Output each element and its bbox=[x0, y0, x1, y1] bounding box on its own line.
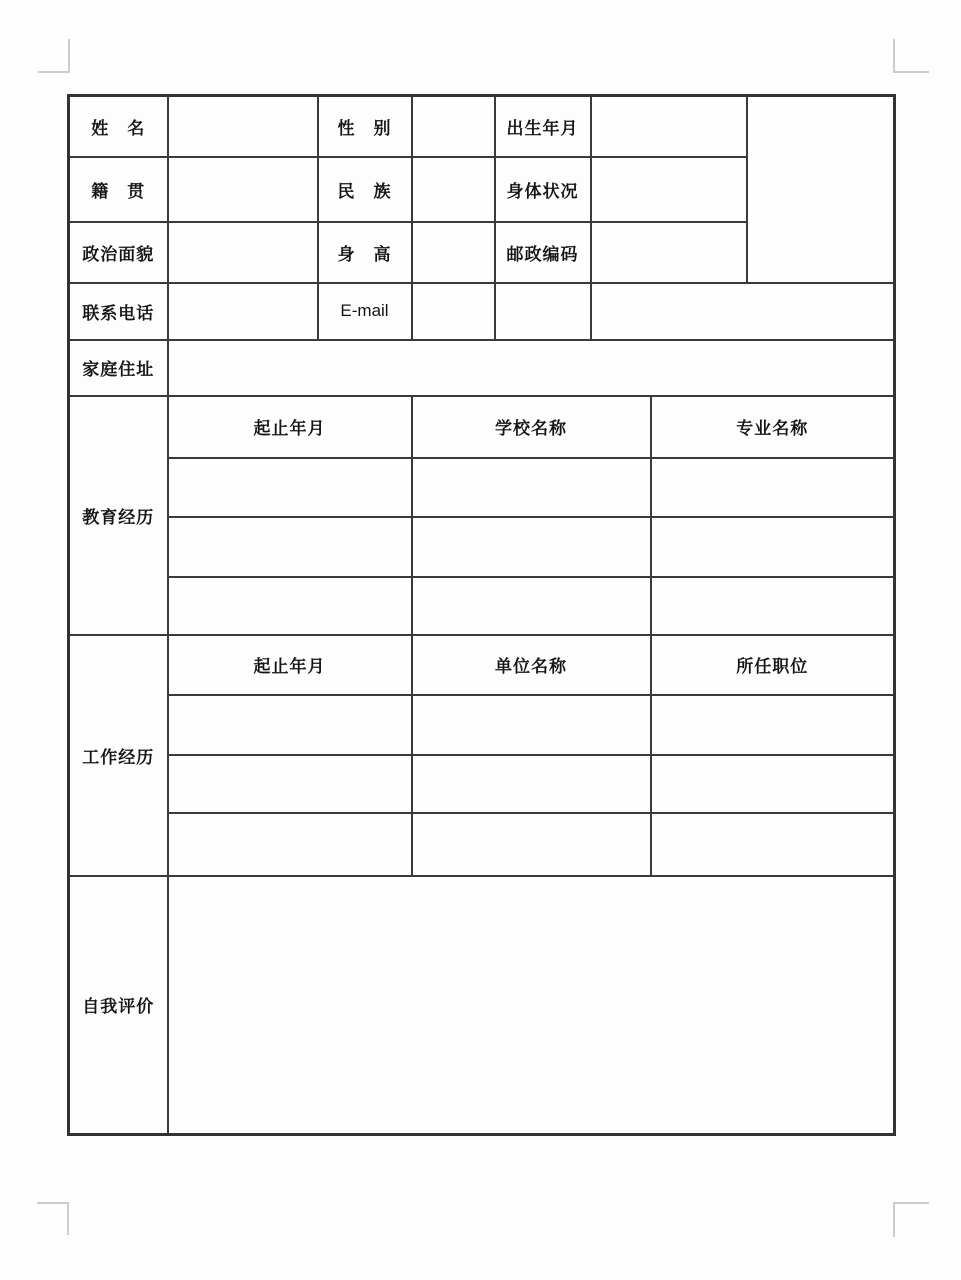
crop-mark-bottom-right bbox=[893, 1202, 929, 1237]
work-col-company: 单位名称 bbox=[412, 635, 651, 695]
education-section-label: 教育经历 bbox=[69, 396, 168, 635]
education-school-cell[interactable] bbox=[412, 458, 651, 517]
height-value-cell[interactable] bbox=[412, 222, 495, 283]
education-school-cell[interactable] bbox=[412, 577, 651, 635]
extra-value-cell-1[interactable] bbox=[495, 283, 591, 340]
work-period-cell[interactable] bbox=[168, 695, 412, 755]
education-major-cell[interactable] bbox=[651, 517, 895, 577]
name-label: 姓 名 bbox=[69, 96, 168, 157]
education-period-cell[interactable] bbox=[168, 458, 412, 517]
work-col-period: 起止年月 bbox=[168, 635, 412, 695]
table-row bbox=[69, 813, 895, 876]
height-label: 身 高 bbox=[318, 222, 412, 283]
photo-cell[interactable] bbox=[747, 96, 895, 283]
education-period-cell[interactable] bbox=[168, 577, 412, 635]
table-row bbox=[69, 96, 895, 157]
table-row bbox=[69, 876, 895, 1135]
ethnicity-value-cell[interactable] bbox=[412, 157, 495, 222]
email-value-cell[interactable] bbox=[412, 283, 495, 340]
self-evaluation-content-cell[interactable] bbox=[168, 876, 895, 1135]
crop-mark-bottom-left bbox=[37, 1202, 69, 1235]
gender-value-cell[interactable] bbox=[412, 96, 495, 157]
table-row bbox=[69, 755, 895, 813]
table-row bbox=[69, 635, 895, 695]
work-section-label: 工作经历 bbox=[69, 635, 168, 876]
name-value-cell[interactable] bbox=[168, 96, 318, 157]
work-company-cell[interactable] bbox=[412, 755, 651, 813]
phone-label: 联系电话 bbox=[69, 283, 168, 340]
table-row bbox=[69, 695, 895, 755]
native-place-label: 籍 贯 bbox=[69, 157, 168, 222]
work-company-cell[interactable] bbox=[412, 695, 651, 755]
political-status-label: 政治面貌 bbox=[69, 222, 168, 283]
gender-label: 性 别 bbox=[318, 96, 412, 157]
birth-date-label: 出生年月 bbox=[495, 96, 591, 157]
work-period-cell[interactable] bbox=[168, 755, 412, 813]
work-position-cell[interactable] bbox=[651, 755, 895, 813]
work-period-cell[interactable] bbox=[168, 813, 412, 876]
crop-mark-top-right bbox=[893, 39, 929, 73]
extra-value-cell-2[interactable] bbox=[591, 283, 895, 340]
health-label: 身体状况 bbox=[495, 157, 591, 222]
work-col-position: 所任职位 bbox=[651, 635, 895, 695]
birth-date-value-cell[interactable] bbox=[591, 96, 747, 157]
resume-form-table bbox=[67, 94, 896, 1136]
ethnicity-label: 民 族 bbox=[318, 157, 412, 222]
table-row bbox=[69, 517, 895, 577]
work-company-cell[interactable] bbox=[412, 813, 651, 876]
education-col-school: 学校名称 bbox=[412, 396, 651, 458]
postal-code-label: 邮政编码 bbox=[495, 222, 591, 283]
education-school-cell[interactable] bbox=[412, 517, 651, 577]
table-row bbox=[69, 577, 895, 635]
education-col-period: 起止年月 bbox=[168, 396, 412, 458]
postal-code-value-cell[interactable] bbox=[591, 222, 747, 283]
table-row bbox=[69, 283, 895, 340]
work-position-cell[interactable] bbox=[651, 813, 895, 876]
political-status-value-cell[interactable] bbox=[168, 222, 318, 283]
email-label: E-mail bbox=[318, 283, 412, 340]
education-major-cell[interactable] bbox=[651, 458, 895, 517]
address-value-cell[interactable] bbox=[168, 340, 895, 396]
table-row bbox=[69, 396, 895, 458]
work-position-cell[interactable] bbox=[651, 695, 895, 755]
address-label: 家庭住址 bbox=[69, 340, 168, 396]
native-place-value-cell[interactable] bbox=[168, 157, 318, 222]
education-period-cell[interactable] bbox=[168, 517, 412, 577]
health-value-cell[interactable] bbox=[591, 157, 747, 222]
crop-mark-top-left bbox=[38, 39, 70, 73]
education-col-major: 专业名称 bbox=[651, 396, 895, 458]
self-evaluation-label: 自我评价 bbox=[69, 876, 168, 1135]
phone-value-cell[interactable] bbox=[168, 283, 318, 340]
education-major-cell[interactable] bbox=[651, 577, 895, 635]
table-row bbox=[69, 340, 895, 396]
table-row bbox=[69, 458, 895, 517]
